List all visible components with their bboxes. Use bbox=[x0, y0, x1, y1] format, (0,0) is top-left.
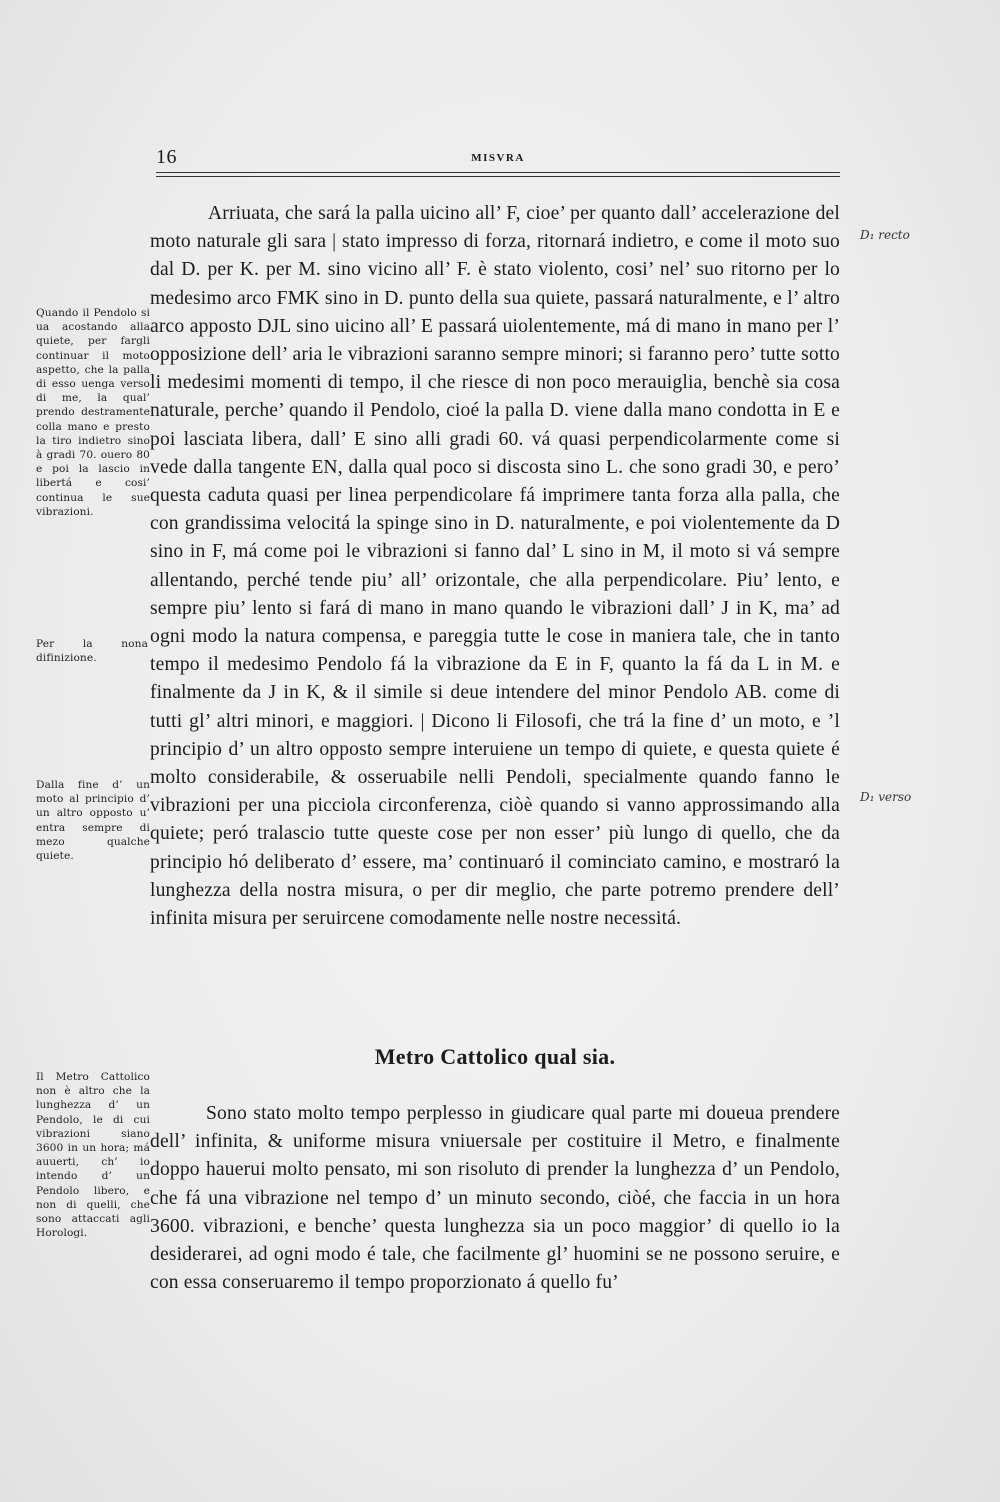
body-paragraph-2: Sono stato molto tempo perplesso in giudicare qual parte mi doueua prendere dell’ infinita, & uniforme misura vniuersale per costituire il Metro, e finalmente doppo hauerui molto pensato, mi son risoluto di prender la lunghezza d’ un Pendolo, che fá una vibrazione nel tempo d’ un minuto secondo, ciòé, che faccia in un hora 3600. vibrazioni, e benche’ questa lunghezza sia un poco maggior’ di quello io la desiderarei, ad ogni modo é tale, che facilmente gl’ huomini se ne possono seruire, e con essa conseruaremo il tempo proporzionato á quello fu’ bbox=[150, 1103, 840, 1294]
folio-note-verso: D₁ verso bbox=[860, 790, 912, 804]
marginal-note-pendulum-restart: Quando il Pendolo si ua acostando alla quiete, per fargli continuar il moto aspetto, che la palla di esso uenga verso di me, la qual’ prendo destramente colla mano e presto la tiro indietro sino à gradi 70. ouero 80 e poi la lascio in libertá e cosi’ continua le sue vibrazioni. bbox=[36, 307, 150, 518]
marginal-note-quiete: Dalla fine d’ un moto al principio d’ un altro opposto u’ entra sempre di mezo qualche quiete. bbox=[36, 779, 150, 863]
marginal-note-metro: Il Metro Cattolico non è altro che la lunghezza d’ un Pendolo, le di cui vibrazioni siano 3600 in un hora; má auuerti, ch’ io intendo d’ un Pendolo libero, e non di quelli, che sono attaccati agli Horologi. bbox=[36, 1071, 150, 1240]
folio-note-recto: D₁ recto bbox=[860, 228, 910, 242]
running-title: MISVRA bbox=[471, 152, 525, 164]
section-heading: Metro Cattolico qual sia. bbox=[374, 1044, 616, 1069]
page-number: 16 bbox=[156, 146, 177, 168]
header-rule-top bbox=[156, 172, 840, 173]
header-rule-bottom bbox=[156, 176, 840, 177]
body-paragraph-1: Arriuata, che sará la palla uicino all’ F, cioe’ per quanto dall’ accelerazione del moto naturale gli sara | stato impresso di forza, ritornará indietro, e come il moto suo dal D. per K. per M. sino vicino all’ F. è stato violento, cosi’ nel’ suo ritorno per lo medesimo arco FMK sino in D. punto della sua quiete, passará naturalmente, e l’ altro arco apposto DJL sino uicino all’ E passará uiolentemente, má di mano in mano per l’ opposizione dell’ aria le vibrazioni saranno sempre minori; si faranno pero’ tutte sotto li medesimi momenti di tempo, il che riesce di non poco merauiglia, benchè sia cosa naturale, perche’ quando il Pendolo, cioé la palla D. viene dalla mano condotta in E e poi lasciata libera, dall’ E sino alli gradi 60. vá quasi perpendicolarmente come si vede dalla tangente EN, dalla qual poco si discosta sino L. che sono gradi 30, e pero’ questa caduta quasi per linea perpendicolare fá imprimere tanta forza alla palla, che con grandissima velocitá la spinge sino in D. naturalmente, e poi violentemente da D sino in F, má come poi le vibrazioni si fanno dal’ L sino in M, il moto si vá sempre allentando, perché tende piu’ all’ orizontale, che alla perpendicolare. Piu’ lento, e sempre piu’ lento si fará di mano in mano quando le vibrazioni dall’ J in K, ma’ ad ogni modo la natura compensa, e pareggia tutte le cose in maniera tale, che in tanto tempo il medesimo Pendolo fá la vibrazione da E in F, quanto la fá da L in M. e finalmente da J in K, & il simile si deue intendere del minor Pendolo AB. come di tutti gl’ altri minori, e maggiori. | Dicono li Filosofi, che trá la fine d’ un moto, e ’l principio d’ un altro opposto sempre interuiene un tempo di quiete, e questa quiete é molto considerabile, & osseruabile nelli Pendoli, specialmente quando fanno le vibrazioni per una picciola circonferenza, ciòè quando si vanno approssimando alla quiete; peró tralascio tutte queste cose per non esser’ più lungo di quello, che da principio hó deliberato d’ essere, ma’ continuaró il cominciato camino, e mostraró la lunghezza della nostra misura, o per dir meglio, che parte potremo prendere dell’ infinita misura per seruircene comodamente nelle nostre necessitá. bbox=[150, 203, 840, 930]
marginal-note-definition: Per la nona difinizione. bbox=[36, 638, 148, 665]
